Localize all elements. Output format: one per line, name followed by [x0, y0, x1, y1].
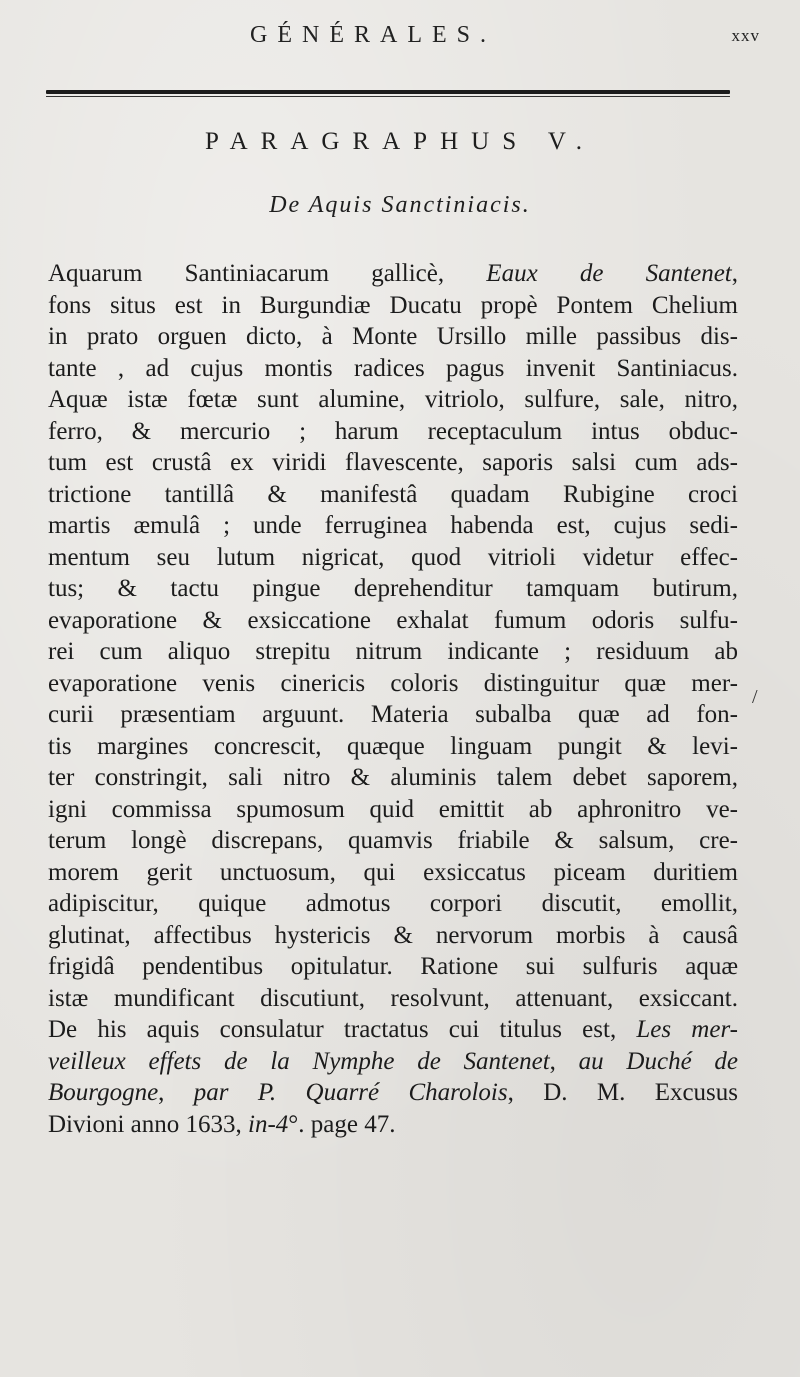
text-segment: istæ mundificant discutiunt, resolvunt, attenuant, exsiccant.	[48, 984, 738, 1012]
text-segment: , D. M. Excusus	[507, 1079, 739, 1106]
italic-segment: au Duché de	[578, 1047, 739, 1075]
header-rule	[46, 90, 730, 94]
text-line	[48, 1014, 738, 1046]
text-line	[48, 447, 738, 479]
section-subheading: De Aquis Sanctiniacis.	[269, 192, 531, 218]
text-segment: mentum seu lutum nigricat, quod vitrioli videtur effec-	[48, 543, 738, 571]
text-line	[48, 1109, 738, 1141]
italic-segment: par P. Quarré Charolois	[193, 1079, 508, 1106]
text-segment: Aquarum Santiniacarum gallicè,	[48, 260, 487, 287]
text-line	[48, 290, 738, 322]
section-heading: PARAGRAPHUS V.	[205, 128, 595, 155]
margin-mark: /	[752, 686, 758, 708]
text-line	[48, 573, 738, 605]
text-segment: °. page 47.	[288, 1110, 396, 1138]
text-line	[48, 353, 738, 385]
text-segment: rei cum aliquo strepitu nitrum indicante ; residuum ab	[48, 638, 738, 665]
page-number: xxv	[731, 26, 760, 45]
text-line	[48, 731, 738, 763]
text-segment: frigidâ pendentibus opitulatur. Ratione sui sulfuris aquæ	[48, 953, 738, 980]
text-segment: Aquæ istæ fœtæ sunt alumine, vitriolo, sulfure, sale, nitro,	[48, 386, 738, 413]
running-head	[0, 22, 800, 52]
italic-segment: veilleux effets de la Nymphe de Santenet	[48, 1047, 550, 1075]
text-line	[48, 416, 738, 448]
text-line	[48, 258, 738, 290]
text-segment: tis margines concrescit, quæque linguam pungit & levi-	[48, 732, 738, 760]
text-line	[48, 1077, 738, 1109]
text-segment: martis æmulâ ; unde ferruginea habenda est, cujus sedi-	[48, 512, 738, 539]
italic-segment: Bourgogne	[48, 1079, 159, 1106]
text-segment: fons situs est in Burgundiæ Ducatu propè Pontem Chelium	[48, 291, 738, 319]
text-segment: terum longè discrepans, quamvis friabile & salsum, cre-	[48, 827, 738, 854]
text-segment: tante , ad cujus montis radices pagus invenit Santiniacus.	[48, 354, 738, 382]
text-line	[48, 951, 738, 983]
text-line	[48, 699, 738, 731]
text-line	[48, 857, 738, 889]
text-segment: trictione tantillâ & manifestâ quadam Rubigine croci	[48, 480, 738, 508]
text-segment: evaporatione venis cinericis coloris distinguitur quæ mer-	[48, 669, 738, 697]
text-line	[48, 794, 738, 826]
body-paragraph	[48, 258, 738, 1140]
text-segment: Divioni anno 1633,	[48, 1110, 248, 1138]
italic-segment: in-4	[248, 1110, 289, 1138]
running-title: GÉNÉRALES.	[250, 22, 496, 48]
text-segment: adipiscitur, quique admotus corpori discutit, emollit,	[48, 890, 738, 917]
text-segment: ,	[158, 1079, 194, 1106]
text-segment: igni commissa spumosum quid emittit ab aphronitro ve-	[48, 795, 738, 823]
text-line	[48, 920, 738, 952]
text-segment: ter constringit, sali nitro & aluminis talem debet saporem,	[48, 764, 738, 791]
text-segment: tus; & tactu pingue deprehenditur tamquam butirum,	[48, 575, 738, 602]
text-line	[48, 321, 738, 353]
text-line	[48, 605, 738, 637]
text-segment: ,	[731, 260, 738, 287]
header-rule-thin	[46, 96, 730, 97]
text-line	[48, 983, 738, 1015]
text-line	[48, 384, 738, 416]
text-segment: tum est crustâ ex viridi flavescente, saporis salsi cum ads-	[48, 449, 738, 476]
text-segment: ferro, & mercurio ; harum receptaculum intus obduc-	[48, 417, 738, 445]
text-segment: morem gerit unctuosum, qui exsiccatus piceam duritiem	[48, 858, 738, 886]
text-line	[48, 636, 738, 668]
italic-segment: Les mer-	[636, 1016, 738, 1043]
italic-segment: Eaux de Santenet	[486, 260, 732, 287]
text-segment: De his aquis consulatur tractatus cui titulus est,	[48, 1016, 637, 1043]
text-line	[48, 888, 738, 920]
text-segment: ,	[549, 1047, 579, 1075]
text-line	[48, 668, 738, 700]
text-line	[48, 542, 738, 574]
text-segment: in prato orguen dicto, à Monte Ursillo mille passibus dis-	[48, 323, 738, 350]
text-line	[48, 479, 738, 511]
text-line	[48, 1046, 738, 1078]
text-segment: curii præsentiam arguunt. Materia subalba quæ ad fon-	[48, 701, 738, 728]
text-line	[48, 762, 738, 794]
text-segment: evaporatione & exsiccatione exhalat fumum odoris sulfu-	[48, 606, 738, 634]
text-line	[48, 825, 738, 857]
text-segment: glutinat, affectibus hystericis & nervorum morbis à causâ	[48, 921, 738, 949]
text-line	[48, 510, 738, 542]
